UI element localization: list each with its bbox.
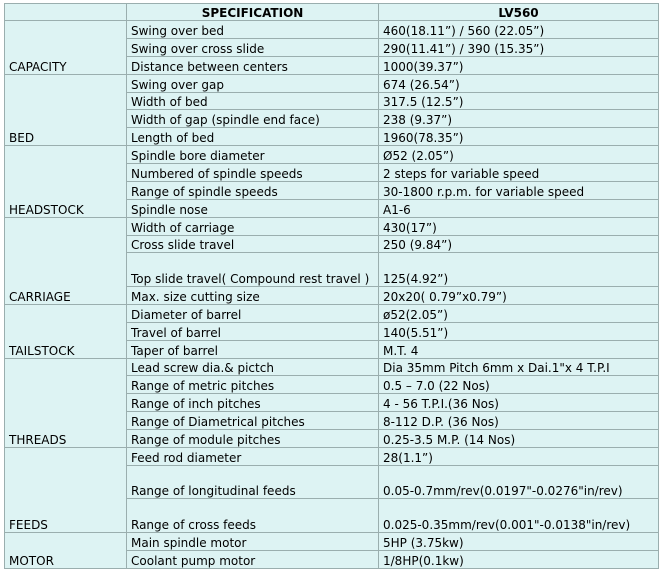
value-cell: 0.5 – 7.0 (22 Nos): [379, 376, 659, 394]
param-cell: Spindle bore diameter: [127, 146, 379, 164]
group-label: CAPACITY: [5, 21, 127, 75]
param-cell: Cross slide travel: [127, 235, 379, 253]
param-cell: Taper of barrel: [127, 340, 379, 358]
group-label: THREADS: [5, 358, 127, 447]
param-cell: Range of cross feeds: [127, 499, 379, 533]
table-row: [5, 217, 659, 235]
value-cell: 30-1800 r.p.m. for variable speed: [379, 181, 659, 199]
spec-body: [5, 21, 659, 569]
value-cell: 1/8HP(0.1kw): [379, 550, 659, 568]
param-cell: Main spindle motor: [127, 533, 379, 551]
specification-table: [4, 3, 659, 569]
group-label: BED: [5, 74, 127, 146]
param-cell: Width of gap (spindle end face): [127, 110, 379, 128]
param-cell: Travel of barrel: [127, 322, 379, 340]
value-cell: 430(17”): [379, 217, 659, 235]
param-cell: Width of carriage: [127, 217, 379, 235]
param-cell: Diameter of barrel: [127, 304, 379, 322]
table-row: [5, 533, 659, 551]
param-cell: Swing over gap: [127, 74, 379, 92]
value-cell: 125(4.92”): [379, 253, 659, 287]
param-cell: Lead screw dia.& pictch: [127, 358, 379, 376]
table-row: [5, 74, 659, 92]
value-cell: 140(5.51”): [379, 322, 659, 340]
value-cell: 250 (9.84”): [379, 235, 659, 253]
value-cell: 0.05-0.7mm/rev(0.0197"-0.0276"in/rev): [379, 465, 659, 499]
header-model: LV560: [379, 4, 659, 21]
value-cell: Dia 35mm Pitch 6mm x Dai.1"x 4 T.P.I: [379, 358, 659, 376]
header-blank: [5, 4, 127, 21]
value-cell: 290(11.41”) / 390 (15.35”): [379, 38, 659, 56]
param-cell: Swing over cross slide: [127, 38, 379, 56]
param-cell: Range of longitudinal feeds: [127, 465, 379, 499]
param-cell: Distance between centers: [127, 56, 379, 74]
group-label: TAILSTOCK: [5, 304, 127, 358]
value-cell: 4 - 56 T.P.I.(36 Nos): [379, 394, 659, 412]
param-cell: Spindle nose: [127, 199, 379, 217]
value-cell: 317.5 (12.5”): [379, 92, 659, 110]
value-cell: 1000(39.37”): [379, 56, 659, 74]
header-specification: SPECIFICATION: [127, 4, 379, 21]
param-cell: Range of inch pitches: [127, 394, 379, 412]
group-label: CARRIAGE: [5, 217, 127, 304]
table-row: [5, 358, 659, 376]
table-row: [5, 447, 659, 465]
param-cell: Feed rod diameter: [127, 447, 379, 465]
header-row: [5, 4, 659, 21]
param-cell: Range of module pitches: [127, 430, 379, 448]
spec-table-container: [4, 3, 658, 569]
value-cell: 238 (9.37”): [379, 110, 659, 128]
value-cell: 28(1.1”): [379, 447, 659, 465]
param-cell: Top slide travel( Compound rest travel ): [127, 253, 379, 287]
value-cell: 20x20( 0.79”x0.79”): [379, 287, 659, 305]
value-cell: ø52(2.05”): [379, 304, 659, 322]
param-cell: Length of bed: [127, 128, 379, 146]
param-cell: Coolant pump motor: [127, 550, 379, 568]
param-cell: Width of bed: [127, 92, 379, 110]
group-label: FEEDS: [5, 447, 127, 532]
param-cell: Swing over bed: [127, 21, 379, 39]
value-cell: A1-6: [379, 199, 659, 217]
value-cell: 5HP (3.75kw): [379, 533, 659, 551]
value-cell: 0.025-0.35mm/rev(0.001"-0.0138"in/rev): [379, 499, 659, 533]
param-cell: Numbered of spindle speeds: [127, 164, 379, 182]
value-cell: M.T. 4: [379, 340, 659, 358]
param-cell: Range of metric pitches: [127, 376, 379, 394]
group-label: MOTOR: [5, 533, 127, 569]
table-row: [5, 146, 659, 164]
value-cell: 460(18.11”) / 560 (22.05”): [379, 21, 659, 39]
group-label: HEADSTOCK: [5, 146, 127, 218]
param-cell: Range of Diametrical pitches: [127, 412, 379, 430]
value-cell: 0.25-3.5 M.P. (14 Nos): [379, 430, 659, 448]
value-cell: 2 steps for variable speed: [379, 164, 659, 182]
value-cell: 8-112 D.P. (36 Nos): [379, 412, 659, 430]
param-cell: Max. size cutting size: [127, 287, 379, 305]
value-cell: 674 (26.54”): [379, 74, 659, 92]
param-cell: Range of spindle speeds: [127, 181, 379, 199]
table-row: [5, 21, 659, 39]
value-cell: 1960(78.35”): [379, 128, 659, 146]
table-row: [5, 304, 659, 322]
value-cell: Ø52 (2.05”): [379, 146, 659, 164]
